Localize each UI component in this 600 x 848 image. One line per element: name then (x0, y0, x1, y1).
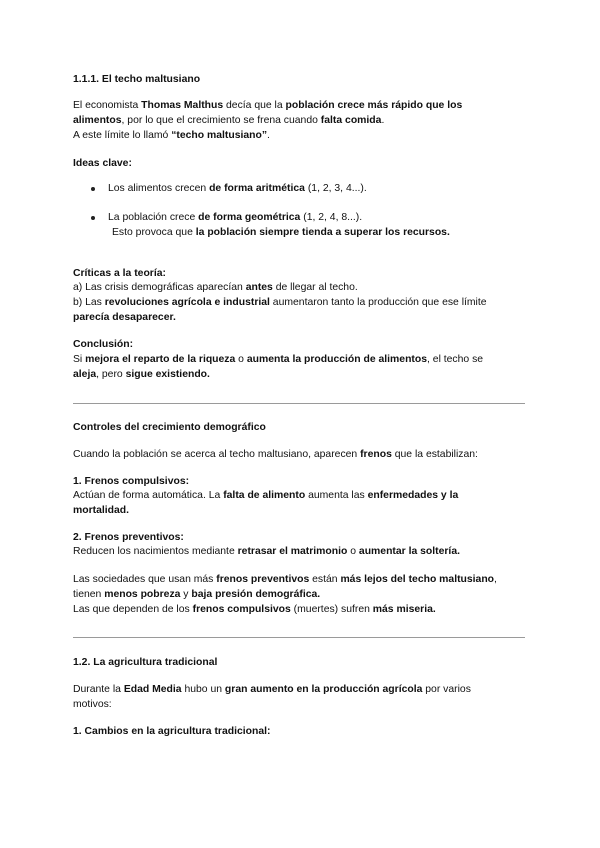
text-run: (1, 2, 3, 4...). (304, 183, 367, 194)
text-run: Actúan de forma automática. La (73, 490, 224, 501)
text-run: tienen (73, 589, 105, 600)
text-run: b) Las (73, 297, 105, 308)
text-run: decía que la (223, 100, 286, 111)
text-run: de llegar al techo. (272, 282, 358, 293)
section-title-controles: Controles del crecimiento demográfico (73, 422, 266, 433)
bold-text: falta de alimento (223, 490, 306, 501)
text-run: El economista (73, 100, 142, 111)
text-run: (muertes) sufren (290, 604, 373, 615)
bold-text: revoluciones agrícola e industrial (104, 297, 270, 308)
paragraph-malthus-line-1 (73, 98, 462, 113)
text-run: Las que dependen de los (73, 604, 193, 615)
text-run: o (235, 354, 247, 365)
bold-text: “techo maltusiano” (171, 130, 268, 141)
cambios-agricultura-heading: 1. Cambios en la agricultura tradicional: (73, 726, 271, 737)
bold-text: más lejos del techo maltusiano (340, 574, 495, 585)
text-run: Durante la (73, 684, 124, 695)
text-run: a) Las crisis demográficas aparecían (73, 282, 246, 293)
bold-text: gran aumento en la producción agrícola (224, 684, 423, 695)
text-run: A este límite lo llamó (73, 130, 172, 141)
text-run: , pero (96, 369, 126, 380)
idea-poblacion-line-1 (108, 210, 362, 225)
bold-text: frenos (360, 449, 392, 460)
text-run: (1, 2, 4, 8...). (300, 212, 363, 223)
text-run: . (267, 130, 270, 141)
frenos-compulsivos-line-1 (73, 488, 458, 503)
bold-text: aleja (73, 369, 97, 380)
bold-text: menos pobreza (104, 589, 181, 600)
frenos-compulsivos-heading: 1. Frenos compulsivos: (73, 476, 190, 487)
sociedades-line-2 (73, 587, 320, 602)
text-run: aumenta las (305, 490, 368, 501)
sociedades-line-3 (73, 602, 436, 617)
bold-text: Edad Media (123, 684, 182, 695)
bold-text: de forma aritmética (209, 183, 305, 194)
horizontal-divider (73, 403, 525, 404)
text-run: hubo un (181, 684, 225, 695)
bold-text: enfermedades y la (367, 490, 459, 501)
text-run: Los alimentos crecen (108, 183, 210, 194)
criticas-heading: Críticas a la teoría: (73, 268, 166, 279)
section-title-agricultura: 1.2. La agricultura tradicional (73, 657, 218, 668)
text-run: aumentaron tanto la producción que ese límite (269, 297, 487, 308)
bold-text: falta comida (320, 115, 382, 126)
critica-b-line-1 (73, 295, 487, 310)
text-run: Cuando la población se acerca al techo maltusiano, aparecen (73, 449, 361, 460)
text-run: motivos: (73, 699, 112, 710)
text-run: La población crece (108, 212, 199, 223)
paragraph-malthus-line-3 (73, 128, 270, 143)
conclusion-heading: Conclusión: (73, 339, 134, 350)
section-title-techo-maltusiano: 1.1.1. El techo maltusiano (73, 74, 201, 85)
ideas-clave-heading: Ideas clave: (73, 158, 132, 169)
bold-text: alimentos (73, 115, 122, 126)
bold-text: aumenta la producción de alimentos (246, 354, 428, 365)
bold-text: baja presión demográfica. (191, 589, 321, 600)
bold-text: aumentar la soltería. (358, 546, 460, 557)
text-run: Reducen los nacimientos mediante (73, 546, 238, 557)
bullet-dot-icon (91, 187, 95, 191)
bold-text: frenos compulsivos (192, 604, 291, 615)
text-run: . (381, 115, 385, 126)
text-run: Las sociedades que usan más (73, 574, 217, 585)
bullet-dot-icon (91, 216, 95, 220)
text-run: , por lo que el crecimiento se frena cuando (121, 115, 321, 126)
bold-text: parecía desaparecer. (73, 312, 176, 323)
bold-text: mejora el reparto de la riqueza (85, 354, 236, 365)
bold-text: la población siempre tienda a superar los recursos. (195, 227, 450, 238)
idea-poblacion-line-2 (112, 225, 450, 240)
horizontal-divider (73, 637, 525, 638)
text-run: , (494, 574, 497, 585)
conclusion-line-1 (73, 352, 483, 367)
critica-a (73, 280, 358, 295)
frenos-preventivos-line-1 (73, 544, 460, 559)
text-run: o (347, 546, 359, 557)
bold-text: población crece más rápido que los (285, 100, 463, 111)
bold-text: retrasar el matrimonio (237, 546, 348, 557)
frenos-compulsivos-line-2 (73, 503, 129, 518)
conclusion-line-2 (73, 367, 210, 382)
bold-text: frenos preventivos (216, 574, 310, 585)
bold-text: de forma geométrica (198, 212, 301, 223)
agricultura-intro-line-1 (73, 682, 471, 697)
bold-text: mortalidad. (73, 505, 130, 516)
bold-text: sigue existiendo. (125, 369, 210, 380)
text-run: por varios (422, 684, 471, 695)
paragraph-malthus-line-2 (73, 113, 384, 128)
controles-intro (73, 447, 478, 462)
text-run: que la estabilizan: (391, 449, 478, 460)
text-run: Si (73, 354, 86, 365)
text-run: Esto provoca que (112, 227, 196, 238)
bold-text: más miseria. (372, 604, 436, 615)
sociedades-line-1 (73, 572, 497, 587)
agricultura-intro-line-2 (73, 697, 112, 712)
bold-text: antes (245, 282, 273, 293)
idea-alimentos (108, 181, 367, 196)
text-run: están (309, 574, 341, 585)
text-run: y (180, 589, 192, 600)
critica-b-line-2 (73, 310, 176, 325)
frenos-preventivos-heading: 2. Frenos preventivos: (73, 532, 184, 543)
bold-text: Thomas Malthus (141, 100, 224, 111)
text-run: , el techo se (427, 354, 484, 365)
